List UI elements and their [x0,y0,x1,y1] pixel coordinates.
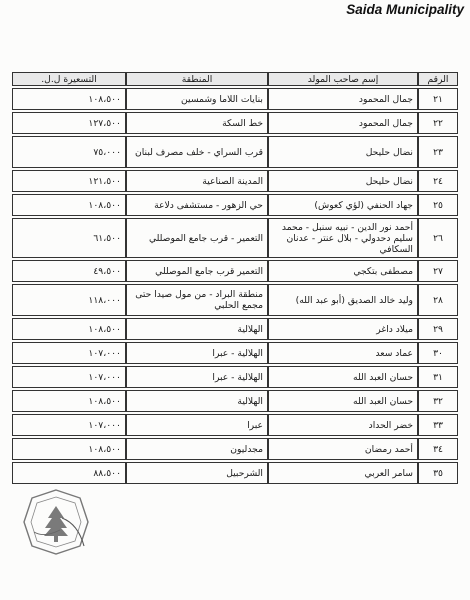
table-row [12,136,458,168]
price-cell: ٧٥،٠٠٠ [12,136,126,168]
owner-name-cell: جهاد الحنفي (لؤي كعوش) [268,194,418,216]
area-cell: مجدليون [126,438,268,460]
owner-name-cell: مصطفى بتكجي [268,260,418,282]
column-header-area: المنطقة [126,72,268,86]
owner-name-cell: سامر العربي [268,462,418,484]
table-row [12,260,458,282]
generator-price-table [12,70,458,486]
table-row [12,194,458,216]
owner-name-cell: أحمد نور الدين - نبيه سنبل - محمد سليم دحدولي - بلال عنتر - عدنان السكافي [268,218,418,258]
row-number-cell: ٢٧ [418,260,458,282]
row-number-cell: ٢٩ [418,318,458,340]
table-row [12,438,458,460]
table-row [12,170,458,192]
row-number-cell: ٣٠ [418,342,458,364]
table-header-row [12,72,458,86]
price-cell: ١٠٧،٠٠٠ [12,366,126,388]
row-number-cell: ٣٢ [418,390,458,412]
table-row [12,218,458,258]
row-number-cell: ٢٨ [418,284,458,316]
owner-name-cell: جمال المحمود [268,88,418,110]
area-cell: الهلالية - عبرا [126,342,268,364]
owner-name-cell: عماد سعد [268,342,418,364]
table-row [12,462,458,484]
price-cell: ٦١،٥٠٠ [12,218,126,258]
area-cell: منطقة البراد - من مول صيدا حتى مجمع الحلبي [126,284,268,316]
area-cell: الشرحبيل [126,462,268,484]
area-cell: الهلالية - عبرا [126,366,268,388]
table-row [12,390,458,412]
price-cell: ١٠٧،٠٠٠ [12,414,126,436]
area-cell: المدينة الصناعية [126,170,268,192]
row-number-cell: ٢٥ [418,194,458,216]
price-cell: ١٠٨،٥٠٠ [12,438,126,460]
owner-name-cell: جمال المحمود [268,112,418,134]
price-cell: ١٢١،٥٠٠ [12,170,126,192]
area-cell: خط السكة [126,112,268,134]
column-header-number: الرقم [418,72,458,86]
price-cell: ١٠٨،٥٠٠ [12,194,126,216]
price-cell: ١٠٧،٠٠٠ [12,342,126,364]
area-cell: الهلالية [126,318,268,340]
row-number-cell: ٣١ [418,366,458,388]
table-row [12,366,458,388]
price-cell: ٤٩،٥٠٠ [12,260,126,282]
price-cell: ١٢٧،٥٠٠ [12,112,126,134]
area-cell: التعمير قرب جامع الموصللي [126,260,268,282]
column-header-price: التسعيرة ل.ل. [12,72,126,86]
generator-price-table-wrapper [12,70,458,486]
document-title: Saida Municipality [346,2,464,17]
table-row [12,414,458,436]
area-cell: الهلالية [126,390,268,412]
row-number-cell: ٢٦ [418,218,458,258]
owner-name-cell: نضال حليحل [268,170,418,192]
price-cell: ٨٨،٥٠٠ [12,462,126,484]
owner-name-cell: خضر الحداد [268,414,418,436]
area-cell: حي الزهور - مستشفى دلاعة [126,194,268,216]
owner-name-cell: وليد خالد الصديق (أبو عبد الله) [268,284,418,316]
table-row [12,112,458,134]
municipality-stamp [22,488,90,556]
owner-name-cell: ميلاد داغر [268,318,418,340]
row-number-cell: ٣٣ [418,414,458,436]
row-number-cell: ٢١ [418,88,458,110]
owner-name-cell: حسان العبد الله [268,366,418,388]
table-row [12,284,458,316]
owner-name-cell: نضال حليحل [268,136,418,168]
price-cell: ١٠٨،٥٠٠ [12,318,126,340]
table-row [12,342,458,364]
cedar-seal-icon [24,490,88,554]
price-cell: ١٠٨،٥٠٠ [12,390,126,412]
table-row [12,88,458,110]
row-number-cell: ٢٤ [418,170,458,192]
column-header-owner: إسم صاحب المولد [268,72,418,86]
row-number-cell: ٣٥ [418,462,458,484]
area-cell: بنايات اللاما وشمسين [126,88,268,110]
area-cell: قرب السراي - خلف مصرف لبنان [126,136,268,168]
area-cell: التعمير - قرب جامع الموصللي [126,218,268,258]
table-row [12,318,458,340]
price-cell: ١١٨،٠٠٠ [12,284,126,316]
price-cell: ١٠٨،٥٠٠ [12,88,126,110]
owner-name-cell: حسان العبد الله [268,390,418,412]
area-cell: عبرا [126,414,268,436]
row-number-cell: ٢٣ [418,136,458,168]
row-number-cell: ٢٢ [418,112,458,134]
row-number-cell: ٣٤ [418,438,458,460]
owner-name-cell: أحمد رمضان [268,438,418,460]
